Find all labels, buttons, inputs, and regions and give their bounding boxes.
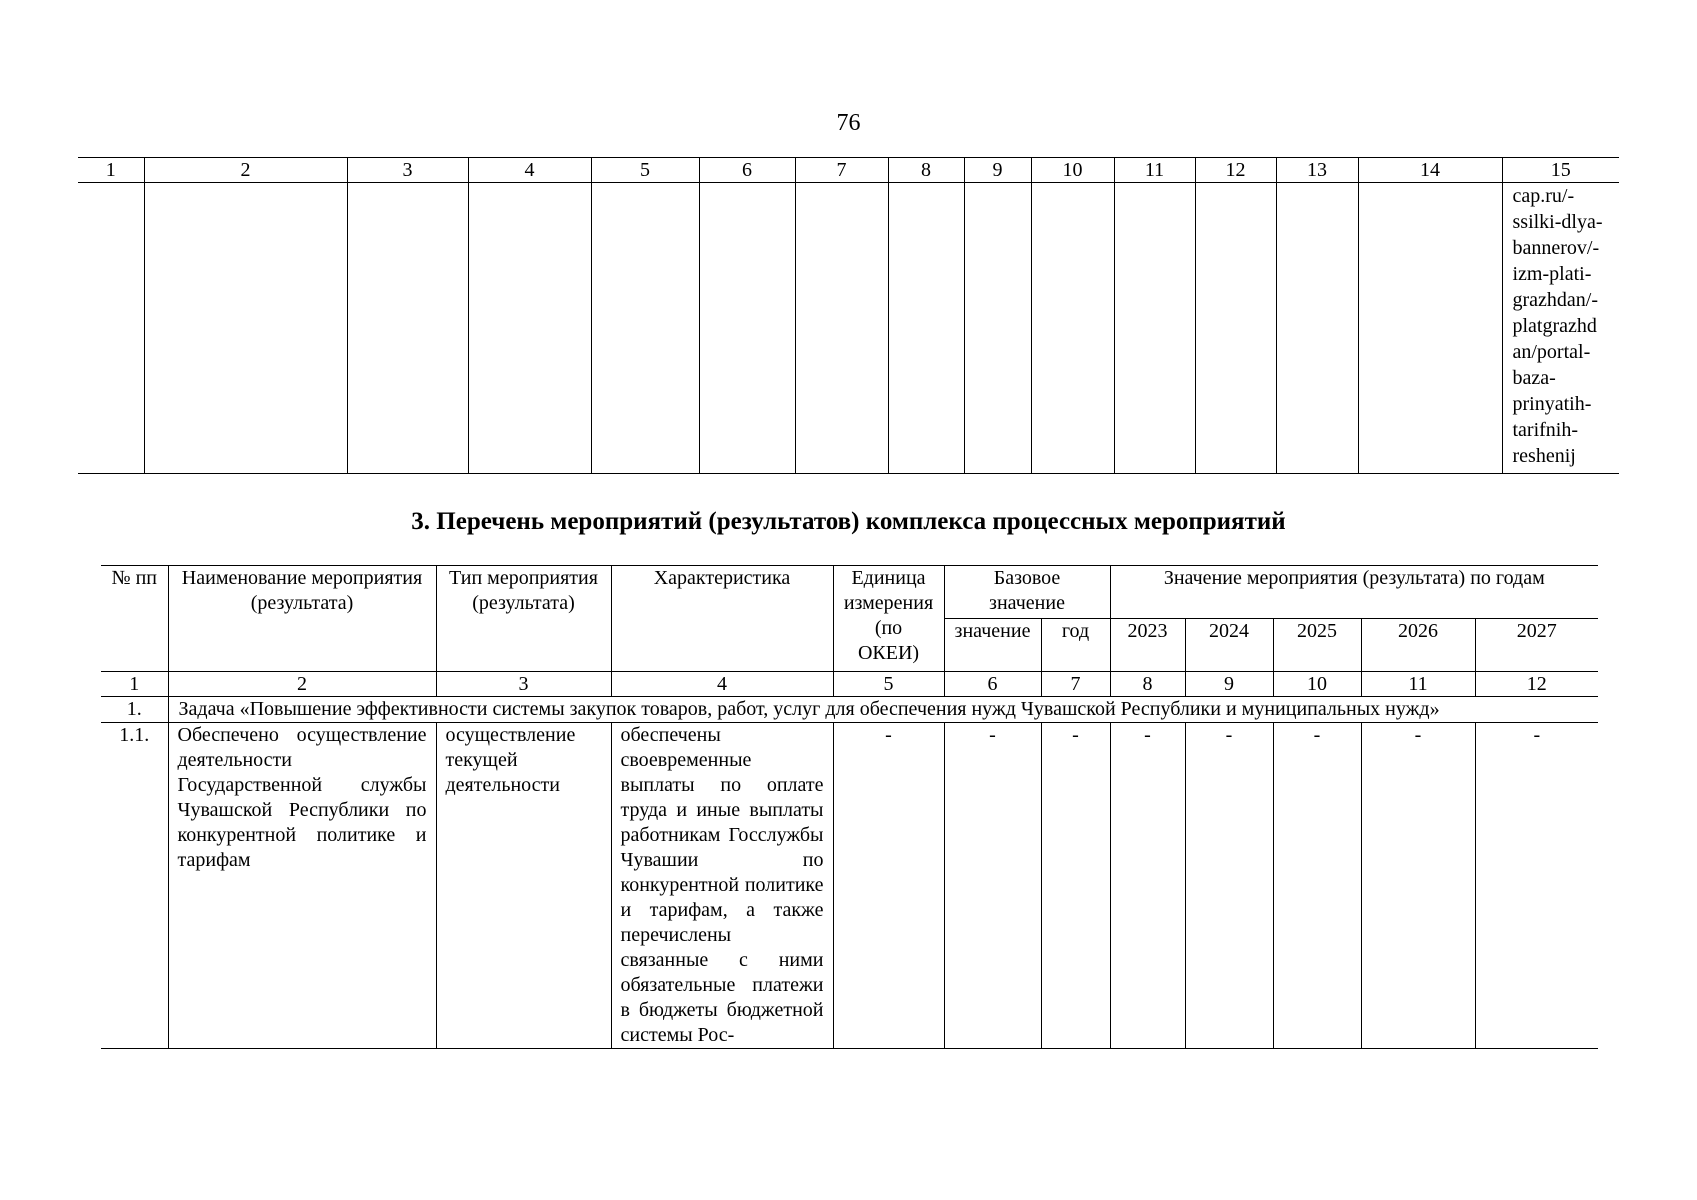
table-row <box>78 183 1619 474</box>
row-base-value: - <box>944 723 1041 1049</box>
col-header: 12 <box>1195 158 1276 183</box>
url-line: reshenij <box>1512 445 1576 467</box>
col-header: 11 <box>1114 158 1195 183</box>
empty-cell <box>1031 183 1114 474</box>
header-year: 2024 <box>1185 619 1273 672</box>
header-values-by-year: Значение мероприятия (результата) по годам <box>1110 566 1598 619</box>
header-year: 2026 <box>1361 619 1475 672</box>
col-header: 3 <box>347 158 468 183</box>
col-number: 5 <box>833 672 944 697</box>
col-header: 6 <box>699 158 795 183</box>
col-header: 1 <box>78 158 144 183</box>
col-number: 9 <box>1185 672 1273 697</box>
col-header: 9 <box>964 158 1031 183</box>
page-number: 76 <box>836 110 861 136</box>
task-text: Задача «Повышение эффективности системы закупок товаров, работ, услуг для обеспечения нужд Чувашской Республики и муниципальных нужд» <box>168 697 1598 723</box>
col-header: 5 <box>591 158 699 183</box>
header-base: Базовое значение <box>944 566 1110 619</box>
row-name: Обеспечено осуществление деятельности Государственной службы Чувашской Республики по конкурентной политике и тарифам <box>168 723 436 1049</box>
col-number: 8 <box>1110 672 1185 697</box>
task-number: 1. <box>101 697 168 723</box>
col-number: 4 <box>611 672 833 697</box>
col-number: 12 <box>1475 672 1598 697</box>
col-number: 2 <box>168 672 436 697</box>
url-line: an/portal- <box>1512 341 1591 363</box>
table-row <box>101 723 1598 1049</box>
header-num: № пп <box>101 566 168 672</box>
empty-cell <box>468 183 591 474</box>
url-line: prinyatih- <box>1512 393 1592 415</box>
row-value-2026: - <box>1361 723 1475 1049</box>
url-line: izm-plati- <box>1512 263 1592 285</box>
row-base-year: - <box>1041 723 1110 1049</box>
activities-table <box>101 565 1598 1049</box>
task-row <box>101 697 1598 723</box>
url-line: grazhdan/- <box>1512 289 1599 311</box>
header-type: Тип мероприятия (результата) <box>436 566 611 672</box>
column-number-row <box>78 158 1619 183</box>
col-number: 10 <box>1273 672 1361 697</box>
url-line: platgrazhd <box>1512 315 1597 337</box>
row-value-2023: - <box>1110 723 1185 1049</box>
row-value-2024: - <box>1185 723 1273 1049</box>
header-characteristic: Характеристика <box>611 566 833 672</box>
header-row <box>101 566 1598 619</box>
col-number: 7 <box>1041 672 1110 697</box>
url-line: baza- <box>1512 367 1556 389</box>
section-title: 3. Перечень мероприятий (результатов) комплекса процессных мероприятий <box>411 508 1286 535</box>
empty-cell <box>964 183 1031 474</box>
header-year: 2025 <box>1273 619 1361 672</box>
header-base-year: год <box>1041 619 1110 672</box>
empty-cell <box>144 183 347 474</box>
url-line: bannerov/- <box>1512 237 1600 259</box>
url-cell <box>1502 183 1619 474</box>
url-line: tarifnih- <box>1512 419 1579 441</box>
col-header: 10 <box>1031 158 1114 183</box>
col-header: 15 <box>1502 158 1619 183</box>
continuation-table <box>78 157 1619 474</box>
empty-cell <box>699 183 795 474</box>
empty-cell <box>591 183 699 474</box>
col-header: 2 <box>144 158 347 183</box>
header-base-value: значение <box>944 619 1041 672</box>
empty-cell <box>1114 183 1195 474</box>
empty-cell <box>888 183 964 474</box>
row-value-2025: - <box>1273 723 1361 1049</box>
col-header: 4 <box>468 158 591 183</box>
row-type: осуществление текущей деятельности <box>436 723 611 1049</box>
url-line: ssilki-dlya- <box>1512 211 1603 233</box>
empty-cell <box>795 183 888 474</box>
col-number: 11 <box>1361 672 1475 697</box>
col-header: 13 <box>1276 158 1358 183</box>
col-number: 3 <box>436 672 611 697</box>
col-number: 6 <box>944 672 1041 697</box>
empty-cell <box>78 183 144 474</box>
url-line: cap.ru/- <box>1512 185 1575 207</box>
row-characteristic: обеспечены своевременные выплаты по оплате труда и иные выплаты работникам Госслужбы Чувашии по конкурентной политике и тарифам, а также перечислены связанные с ними обязательные платежи в бюджеты бюджетной системы Рос- <box>611 723 833 1049</box>
col-header: 8 <box>888 158 964 183</box>
row-unit: - <box>833 723 944 1049</box>
empty-cell <box>347 183 468 474</box>
column-number-row <box>101 672 1598 697</box>
header-unit: Единица измерения (по ОКЕИ) <box>833 566 944 672</box>
row-value-2027: - <box>1475 723 1598 1049</box>
row-number: 1.1. <box>101 723 168 1049</box>
header-year: 2023 <box>1110 619 1185 672</box>
empty-cell <box>1276 183 1358 474</box>
empty-cell <box>1195 183 1276 474</box>
col-number: 1 <box>101 672 168 697</box>
header-name: Наименование мероприятия (результата) <box>168 566 436 672</box>
col-header: 14 <box>1358 158 1502 183</box>
empty-cell <box>1358 183 1502 474</box>
col-header: 7 <box>795 158 888 183</box>
header-year: 2027 <box>1475 619 1598 672</box>
